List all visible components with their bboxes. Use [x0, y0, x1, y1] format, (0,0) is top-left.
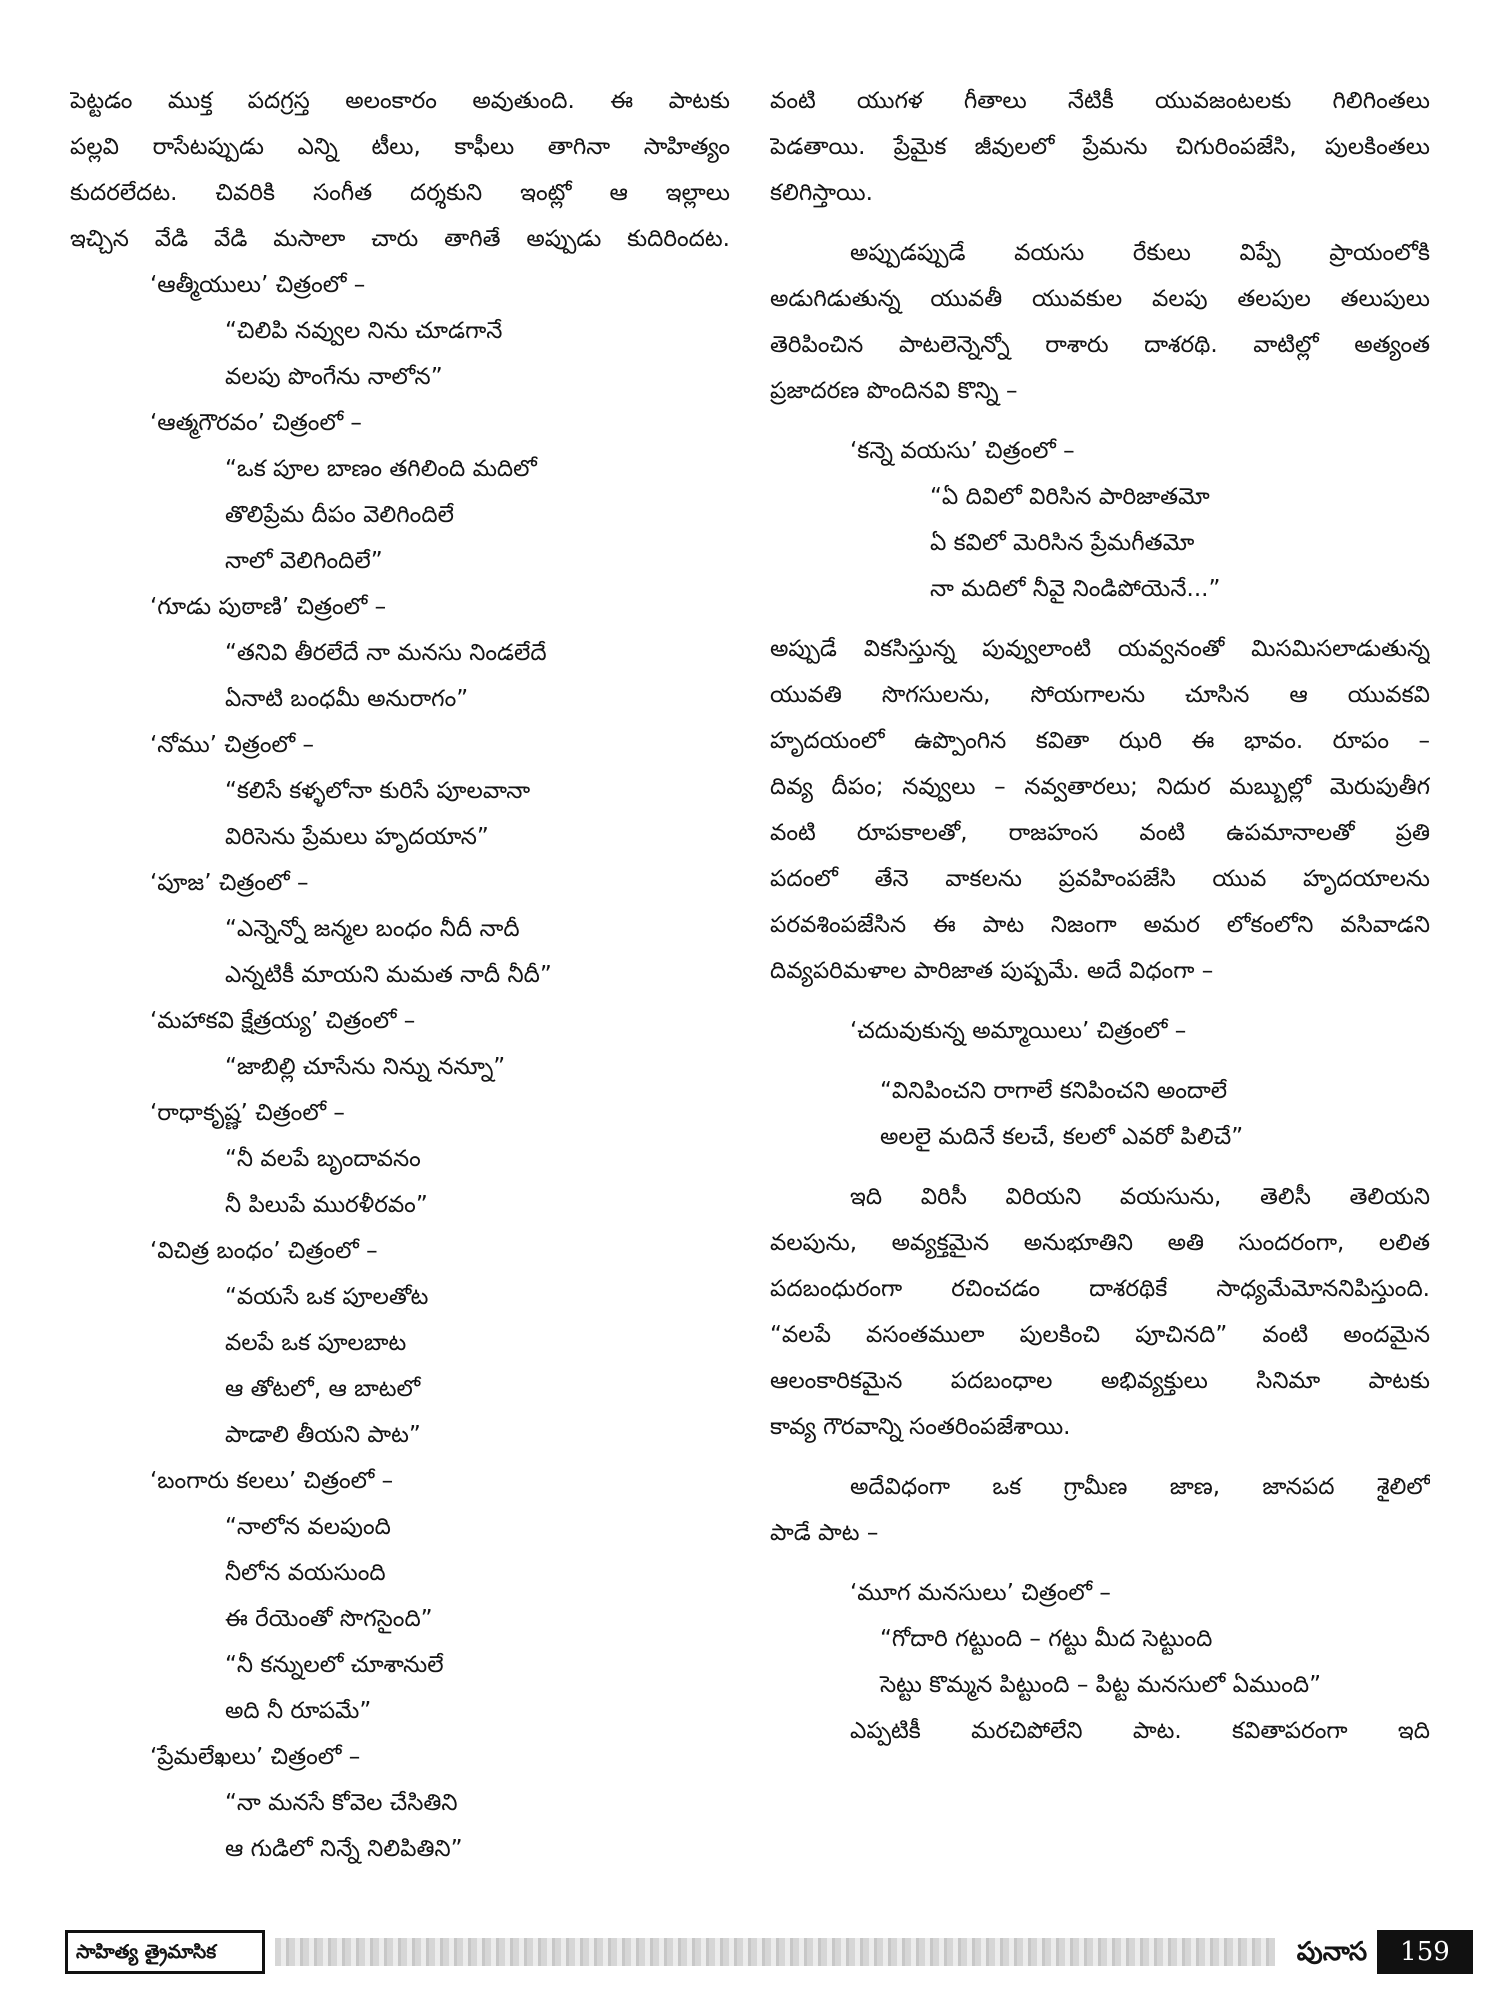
song-lyric-line: “చిలిపి నవ్వుల నిను చూడగానే [225, 318, 503, 344]
film-title-line: ‘గూడు పుఠాణి’ చిత్రంలో – [150, 594, 387, 620]
song-lyric-line: ఏ కవిలో మెరిసిన ప్రేమగీతమో [930, 530, 1195, 556]
text-line: దివ్య దీపం; నవ్వులు – నవ్వతారలు; నిదుర మబ్బుల్లో మెరుపుతీగ [770, 774, 1430, 800]
text-line: ప్రజాదరణ పొందినవి కొన్ని – [770, 378, 1018, 404]
song-lyric-line: నాలో వెలిగిందిలే” [225, 548, 383, 574]
song-lyric-line: “ఏ దివిలో విరిసిన పారిజాతమో [930, 484, 1210, 510]
song-lyric-line: ఈ రేయెంతో సొగసైంది” [225, 1606, 433, 1632]
film-title-line: ‘కన్నె వయసు’ చిత్రంలో – [850, 438, 1075, 464]
film-title-line: ‘పూజ’ చిత్రంలో – [150, 870, 309, 896]
song-lyric-line: సెట్టు కొమ్మన పిట్టుంది – పిట్ట మనసులో ఏముంది” [880, 1672, 1322, 1698]
song-lyric-line: తొలిప్రేమ దీపం వెలిగిందిలే [225, 502, 454, 528]
text-line: పాడే పాట – [770, 1520, 879, 1546]
text-line: ఇచ్చిన వేడి వేడి మసాలా చారు తాగితే అప్పుడు కుదిరిందట. [70, 226, 730, 252]
paragraph-start-line: అదేవిధంగా ఒక గ్రామీణ జాణ, జానపద శైలిలో [850, 1474, 1430, 1500]
text-line: కావ్య గౌరవాన్ని సంతరింపజేశాయి. [770, 1414, 1071, 1440]
text-line: హృదయంలో ఉప్పొంగిన కవితా ఝరి ఈ భావం. రూపం – [770, 728, 1430, 754]
song-lyric-line: అది నీ రూపమే” [225, 1698, 372, 1724]
film-title-line: ‘ఆత్మగౌరవం’ చిత్రంలో – [150, 410, 362, 436]
text-line: దివ్యపరిమళాల పారిజాత పుష్పమే. అదే విధంగా – [770, 958, 1214, 984]
film-title-line: ‘చదువుకున్న అమ్మాయిలు’ చిత్రంలో – [850, 1018, 1187, 1044]
text-line: కలిగిస్తాయి. [770, 180, 873, 206]
text-line: వలపును, అవ్యక్తమైన అనుభూతిని అతి సుందరంగా, లలిత [770, 1230, 1430, 1256]
film-title-line: ‘మూగ మనసులు’ చిత్రంలో – [850, 1580, 1111, 1606]
page-number: 159 [1377, 1930, 1473, 1974]
text-line: పెట్టడం ముక్త పదగ్రస్త అలంకారం అవుతుంది. ఈ పాటకు [70, 88, 730, 114]
paragraph-start-line: ఇది విరిసీ విరియని వయసును, తెలిసీ తెలియని [850, 1184, 1430, 1210]
song-lyric-line: ఏనాటి బంధమీ అనురాగం” [225, 686, 469, 712]
text-line: పల్లవి రాసేటప్పుడు ఎన్ని టీలు, కాఫీలు తాగినా సాహిత్యం [70, 134, 730, 160]
text-line: పెడతాయి. ప్రేమైక జీవులలో ప్రేమను చిగురింపజేసి, పులకింతలు [770, 134, 1430, 160]
song-lyric-line: “ఎన్నెన్నో జన్మల బంధం నీదీ నాదీ [225, 916, 520, 942]
song-lyric-line: వలపు పొంగేను నాలోన” [225, 364, 443, 390]
text-line: పదంలో తేనె వాకలను ప్రవహింపజేసి యువ హృదయాలను [770, 866, 1430, 892]
song-lyric-line: పాడాలి తీయని పాట” [225, 1422, 421, 1448]
film-title-line: ‘ఆత్మీయులు’ చిత్రంలో – [150, 272, 366, 298]
song-lyric-line: “నా మనసే కోవెల చేసితిని [225, 1790, 458, 1816]
song-lyric-line: “నాలోన వలపుంది [225, 1514, 391, 1540]
text-line: వంటి రూపకాలతో, రాజహంస వంటి ఉపమానాలతో ప్రతి [770, 820, 1430, 846]
text-line: అప్పుడే వికసిస్తున్న పువ్వులాంటి యవ్వనంతో మిసమిసలాడుతున్న [770, 636, 1430, 662]
song-lyric-line: విరిసెను ప్రేమలు హృదయాన” [225, 824, 489, 850]
film-title-line: ‘విచిత్ర బంధం’ చిత్రంలో – [150, 1238, 378, 1264]
song-lyric-line: ఆ గుడిలో నిన్నే నిలిపితిని” [225, 1836, 463, 1862]
song-lyric-line: “జాబిల్లి చూసేను నిన్ను నన్నూ” [225, 1054, 506, 1080]
song-lyric-line: నీ పిలుపే మురళీరవం” [225, 1192, 428, 1218]
footer-magazine-name: పునాస [1287, 1930, 1377, 1974]
song-lyric-line: “గోదారి గట్టుంది – గట్టు మీద సెట్టుంది [880, 1626, 1213, 1652]
song-lyric-line: ఆ తోటలో, ఆ బాటలో [225, 1376, 421, 1402]
film-title-line: ‘రాధాకృష్ణ’ చిత్రంలో – [150, 1100, 345, 1126]
song-lyric-line: “వినిపించని రాగాలే కనిపించని అందాలే [880, 1078, 1228, 1104]
film-title-line: ‘మహాకవి క్షేత్రయ్య’ చిత్రంలో – [150, 1008, 416, 1034]
song-lyric-line: వలపే ఒక పూలబాట [225, 1330, 407, 1356]
film-title-line: ‘ప్రేమలేఖలు’ చిత్రంలో – [150, 1744, 361, 1770]
page-footer [65, 1930, 1450, 1974]
text-line: అడుగిడుతున్న యువతీ యువకుల వలపు తలపుల తలుపులు [770, 286, 1430, 312]
song-lyric-line: “ఒక పూల బాణం తగిలింది మదిలో [225, 456, 537, 482]
text-line: “వలపే వసంతములా పులకించి పూచినది” వంటి అందమైన [770, 1322, 1430, 1348]
right-column [770, 78, 1430, 1754]
paragraph-start-line: ఎప్పటికీ మరచిపోలేని పాట. కవితాపరంగా ఇది [850, 1718, 1430, 1744]
film-title-line: ‘బంగారు కలలు’ చిత్రంలో – [150, 1468, 394, 1494]
song-lyric-line: “నీ వలపే బృందావనం [225, 1146, 421, 1172]
song-lyric-line: అలలై మదినే కలచే, కలలో ఎవరో పిలిచే” [880, 1124, 1244, 1150]
footer-decorative-band [275, 1938, 1275, 1966]
song-lyric-line: నా మదిలో నీవై నిండిపోయెనే...” [930, 576, 1221, 602]
text-line: యువతి సొగసులను, సోయగాలను చూసిన ఆ యువకవి [770, 682, 1430, 708]
paragraph-start-line: అప్పుడప్పుడే వయసు రేకులు విప్పే ప్రాయంలోకి [850, 240, 1430, 266]
text-line: తెరిపించిన పాటలెన్నెన్నో రాశారు దాశరథి. వాటిల్లో అత్యంత [770, 332, 1430, 358]
song-lyric-line: “నీ కన్నులలో చూశానులే [225, 1652, 444, 1678]
text-line: వంటి యుగళ గీతాలు నేటికీ యువజంటలకు గిలిగింతలు [770, 88, 1430, 114]
text-line: పదబంధురంగా రచించడం దాశరథికే సాధ్యమేమోననిపిస్తుంది. [770, 1276, 1430, 1302]
footer-section-label: సాహిత్య త్రైమాసిక [65, 1930, 265, 1974]
text-line: ఆలంకారికమైన పదబంధాల అభివ్యక్తులు సినిమా పాటకు [770, 1368, 1430, 1394]
song-lyric-line: “తనివి తీరలేదే నా మనసు నిండలేదే [225, 640, 547, 666]
song-lyric-line: “కలిసే కళ్ళలోనా కురిసే పూలవానా [225, 778, 531, 804]
film-title-line: ‘నోము’ చిత్రంలో – [150, 732, 314, 758]
left-column [70, 78, 730, 1872]
text-line: కుదరలేదట. చివరికి సంగీత దర్శకుని ఇంట్లో ఆ ఇల్లాలు [70, 180, 730, 206]
song-lyric-line: “వయసే ఒక పూలతోట [225, 1284, 429, 1310]
song-lyric-line: ఎన్నటికీ మాయని మమత నాదీ నీదీ” [225, 962, 552, 988]
text-line: పరవశింపజేసిన ఈ పాట నిజంగా అమర లోకంలోని వసివాడని [770, 912, 1430, 938]
song-lyric-line: నీలోన వయసుంది [225, 1560, 386, 1586]
